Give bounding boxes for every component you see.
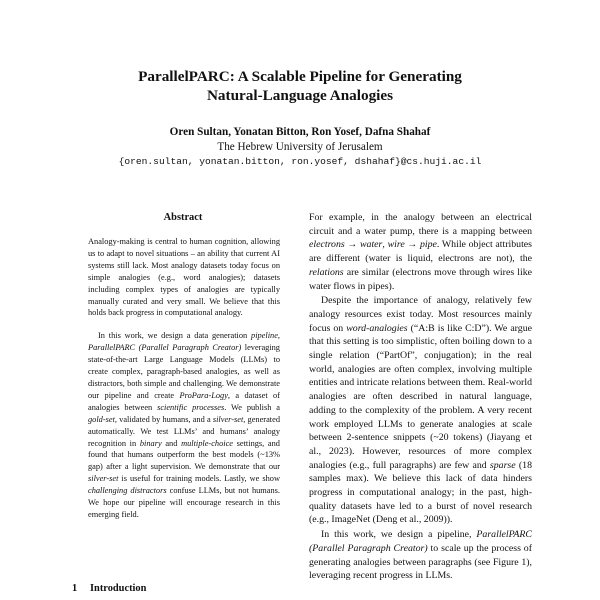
abstract-emphasis: silver-set <box>88 474 119 484</box>
abstract-text: In this work, we design a data generation <box>98 331 252 341</box>
abstract-text: is useful for training models. Lastly, we show <box>118 474 280 484</box>
abstract-emphasis: pipeline <box>251 331 278 341</box>
intro-text: In this work, we design a pipeline, <box>321 529 477 541</box>
title-line-2: Natural-Language Analogies <box>206 87 394 104</box>
abstract-text: , a dataset of analogies between <box>88 390 280 412</box>
abstract-text: , generated automatically. We test LLMs’ and humans’ analogy recognition in <box>88 414 280 448</box>
abstract-text: confuse LLMs, but not humans. We hope our pipeline will encourage research in this emerging field. <box>88 486 280 519</box>
abstract-text: and <box>161 438 182 448</box>
intro-text: to scale up the process of generating analogies between paragraphs (see Figure 1), leveraging recent progress in LLMs. <box>309 542 533 582</box>
intro-emphasis: wire → pipe <box>387 239 437 251</box>
section-heading-introduction <box>72 583 146 594</box>
intro-text: . While object attributes are different (water is liquid, electrons are not), the <box>309 239 533 265</box>
intro-emphasis: sparse <box>489 459 516 471</box>
abstract-text: , <box>277 331 280 341</box>
abstract-text: leveraging state-of-the-art Large Language Models (LLMs) to create complex, paragraph-based analogies, as well as distractors, both simple and challenging. We demonstrate our pipeline and create <box>88 343 280 400</box>
intro-text: For example, in the analogy between an electrical circuit and a water pump, there is a mapping between <box>309 212 532 237</box>
abstract-emphasis: challenging distractors <box>88 486 167 496</box>
abstract-emphasis: ParallelPARC (Parallel Paragraph Creator) <box>88 343 242 353</box>
title-line-1: ParallelPARC: A Scalable Pipeline for Generating <box>138 68 462 85</box>
intro-emphasis: relations <box>309 266 344 278</box>
intro-paragraph-1 <box>309 211 532 293</box>
intro-emphasis: word-analogies <box>346 322 408 334</box>
section-number: 1 <box>72 583 78 594</box>
intro-emphasis: electrons → water <box>309 239 383 251</box>
intro-text: (“A:B is like C:D”). We argue that this setting is too simplistic, often boiling down to a single relation (“PartOf”, conjugation); in the real world, analogies are often complex, involving multiple entities and intricate relations between them. Real-world analogies are often described in natural language, adding to the complexity of the problem. A very recent work employed LLMs to generate analogies at scale between 2-sentence snippets (~20 tokens) (Jiayang et al., 2023). However, resources of more complex analogies (e.g., full paragraphs) are few and <box>309 322 532 471</box>
abstract-emphasis: ProPara-Logy <box>179 390 228 400</box>
abstract-body <box>88 236 280 521</box>
abstract-text: . We publish a <box>224 402 280 412</box>
author-list: Oren Sultan, Yonatan Bitton, Ron Yosef, Dafna Shahaf <box>169 126 431 138</box>
intro-paragraph-2 <box>309 294 532 527</box>
intro-text: , <box>382 239 388 251</box>
intro-text: are similar (electrons move through wires like water flows in pipes). <box>309 266 532 292</box>
abstract-emphasis: multiple-choice <box>181 438 233 448</box>
abstract-emphasis: binary <box>139 438 162 448</box>
intro-paragraph-3 <box>309 528 532 583</box>
abstract-emphasis: scientific processes <box>157 402 225 412</box>
section-title: Introduction <box>90 583 147 594</box>
abstract-emphasis: silver-set <box>212 414 244 424</box>
intro-text: Despite the importance of analogy, relatively few analogy resources exist today. Most resources mainly focus on <box>309 295 532 334</box>
intro-text: (18 samples max). We believe this lack of data hinders progress in computational analogy; in the past, high-quality datasets have led to a burst of novel research (e.g., ImageNet (Deng et al., 2009)). <box>309 459 533 526</box>
abstract-paragraph-2 <box>88 330 280 521</box>
paper-title <box>40 67 560 105</box>
abstract-text: , validated by humans, and a <box>114 414 213 424</box>
abstract-paragraph-1: Analogy-making is central to human cognition, allowing us to adapt to novel situations – an ability that current AI systems still lack. Most analogy datasets today focus on simple analogies (e.g., word analogies); datasets including complex types of analogies are typically manually curated and very small. We believe that this holds back progress in computational analogy. <box>88 237 280 318</box>
abstract-text: settings, and found that humans outperform the best models (~13% gap) after a light supervision. We demonstrate that our <box>88 438 280 472</box>
intro-emphasis: ParallelPARC (Parallel Paragraph Creator) <box>309 529 532 554</box>
affiliation: The Hebrew University of Jerusalem <box>217 141 383 153</box>
abstract-heading: Abstract <box>163 212 203 223</box>
right-column-body <box>309 211 532 583</box>
abstract-emphasis: gold-set <box>88 414 115 424</box>
author-emails: {oren.sultan, yonatan.bitton, ron.yosef, dshahaf}@cs.huji.ac.il <box>118 156 482 167</box>
